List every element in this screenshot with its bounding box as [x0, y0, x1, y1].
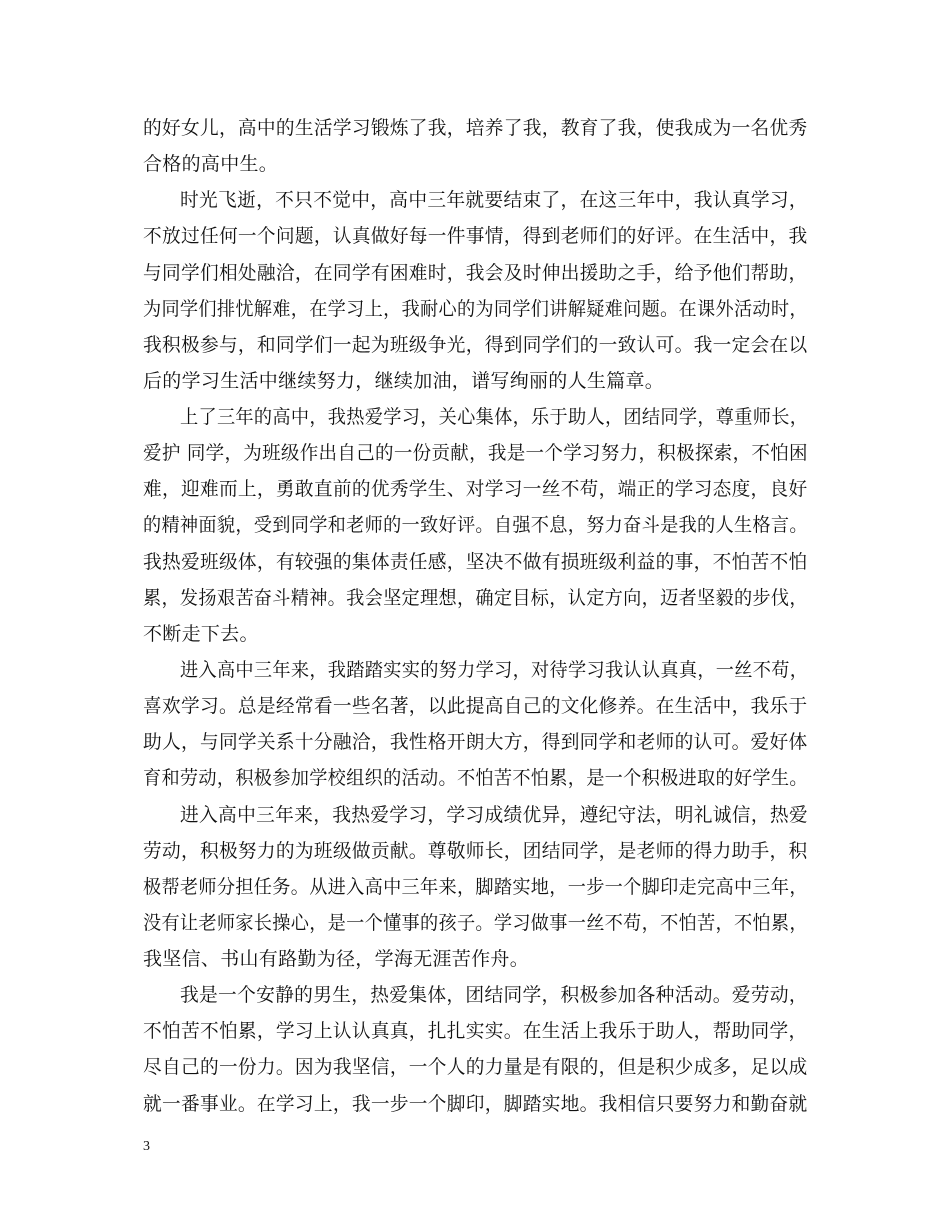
text-line: 劳动，积极努力的为班级做贡献。尊敬师长，团结同学，是老师的得力助手，积 [143, 840, 808, 862]
text-line: 尽自己的一份力。因为我坚信，一个人的力量是有限的，但是积少成多，足以成 [143, 1056, 808, 1078]
text-line: 育和劳动，积极参加学校组织的活动。不怕苦不怕累，是一个积极进取的好学生。 [143, 767, 808, 789]
text-line: 的精神面貌，受到同学和老师的一致好评。自强不息，努力奋斗是我的人生格言。 [143, 514, 808, 536]
text-line: 为同学们排忧解难，在学习上，我耐心的为同学们讲解疑难问题。在课外活动时， [143, 298, 808, 320]
text-line: 我积极参与，和同学们一起为班级争光，得到同学们的一致认可。我一定会在以 [143, 334, 808, 356]
text-line: 极帮老师分担任务。从进入高中三年来，脚踏实地，一步一个脚印走完高中三年， [143, 876, 808, 898]
text-line: 累，发扬艰苦奋斗精神。我会坚定理想，确定目标，认定方向，迈者坚毅的步伐， [143, 587, 808, 609]
text-line: 没有让老师家长操心，是一个懂事的孩子。学习做事一丝不苟，不怕苦，不怕累， [143, 912, 808, 934]
paragraph-first-line: 进入高中三年来，我踏踏实实的努力学习，对待学习我认认真真，一丝不苟， [180, 659, 809, 681]
text-line: 难，迎难而上，勇敢直前的优秀学生、对学习一丝不苟，端正的学习态度，良好 [143, 478, 808, 500]
text-line: 我热爱班级体，有较强的集体责任感，坚决不做有损班级利益的事，不怕苦不怕 [143, 551, 808, 573]
text-line: 与同学们相处融洽，在同学有困难时，我会及时伸出援助之手，给予他们帮助， [143, 262, 808, 284]
text-line: 我坚信、书山有路勤为径，学海无涯苦作舟。 [143, 948, 530, 970]
text-line: 的好女儿，高中的生活学习锻炼了我，培养了我，教育了我，使我成为一名优秀 [143, 117, 808, 139]
paragraph-first-line: 上了三年的高中，我热爱学习，关心集体，乐于助人，团结同学，尊重师长， [180, 406, 809, 428]
text-line: 不怕苦不怕累，学习上认认真真，扎扎实实。在生活上我乐于助人，帮助同学， [143, 1020, 808, 1042]
text-line: 合格的高中生。 [143, 153, 279, 175]
text-line: 后的学习生活中继续努力，继续加油，谱写绚丽的人生篇章。 [143, 370, 665, 392]
page-number: 3 [143, 1139, 150, 1154]
text-line: 就一番事业。在学习上，我一步一个脚印，脚踏实地。我相信只要努力和勤奋就 [143, 1093, 808, 1115]
text-line: 不放过任何一个问题，认真做好每一件事情，得到老师们的好评。在生活中，我 [143, 225, 808, 247]
paragraph-first-line: 进入高中三年来，我热爱学习，学习成绩优异，遵纪守法，明礼诚信，热爱 [180, 804, 808, 826]
text-line: 不断走下去。 [143, 623, 259, 645]
text-line: 爱护 同学，为班级作出自己的一份贡献，我是一个学习努力，积极探索，不怕困 [143, 442, 808, 464]
paragraph-first-line: 我是一个安静的男生，热爱集体，团结同学，积极参加各种活动。爱劳动， [180, 984, 808, 1006]
text-line: 助人，与同学关系十分融洽，我性格开朗大方，得到同学和老师的认可。爱好体 [143, 731, 808, 753]
text-line: 喜欢学习。总是经常看一些名著，以此提高自己的文化修养。在生活中，我乐于 [143, 695, 808, 717]
paragraph-first-line: 时光飞逝，不只不觉中，高中三年就要结束了，在这三年中，我认真学习， [180, 189, 808, 211]
